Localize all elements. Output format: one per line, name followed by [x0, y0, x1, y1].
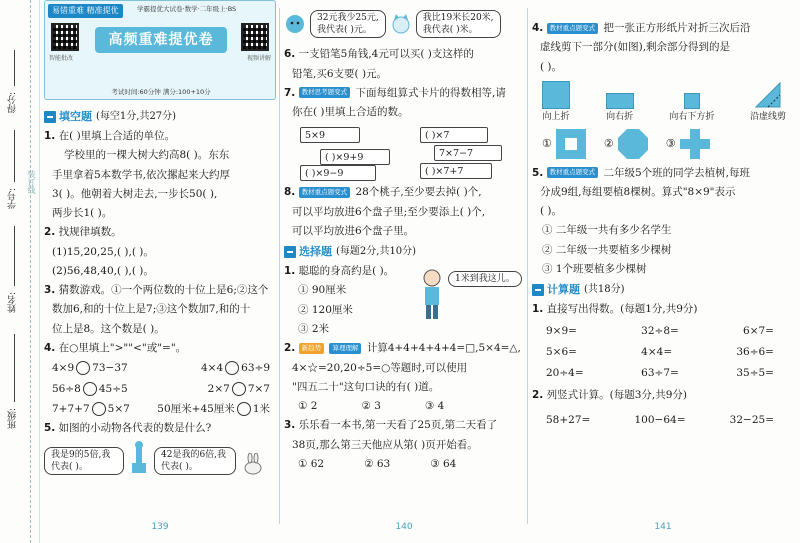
compare-right: 45÷5	[98, 382, 128, 395]
equation-card[interactable]: ( )×9+9	[320, 149, 390, 165]
compare-right: 73−37	[92, 362, 128, 375]
question-line: (2)56,48,40,( ),( )。	[52, 264, 154, 277]
question-7	[284, 85, 524, 182]
qr-left-label: 智能批改	[49, 55, 74, 62]
question-number: 3.	[44, 284, 56, 297]
question-line: ( )。	[540, 60, 563, 73]
question-number: 5.	[44, 422, 56, 435]
calc-item[interactable]: 58+27=	[546, 413, 591, 426]
compare-left: 56÷8	[52, 382, 81, 395]
compare-row	[44, 401, 276, 417]
section-title: 计算题	[547, 283, 580, 297]
section-marker-icon	[44, 111, 56, 123]
compare-circle[interactable]	[76, 361, 90, 375]
question-line: 分成9组,每组要植8棵树。算式"8×9"表示	[540, 185, 736, 198]
column-divider	[279, 8, 280, 524]
calc-item[interactable]: 36÷6=	[736, 345, 774, 358]
compare-right: 1米	[252, 402, 270, 415]
question-line: 学校里的一棵大树大约高8( )。东东	[64, 149, 230, 162]
question-text: 28个桃子,至少要去掉( )个,	[355, 186, 482, 199]
question-text: 在( )里填上合适的单位。	[58, 130, 176, 143]
question-number: 4.	[44, 341, 56, 354]
compare-row	[44, 360, 276, 376]
choice-option[interactable]: ① 62	[298, 457, 325, 470]
question-line: 铅笔,买6支要( )元。	[292, 67, 388, 80]
score-label: 得分:	[8, 92, 18, 114]
octagon-shape[interactable]	[618, 129, 648, 159]
calc-row	[532, 344, 794, 360]
section-calculation	[532, 281, 794, 298]
compare-circle[interactable]	[83, 382, 97, 396]
question-line: 你在( )里填上合适的数。	[292, 106, 409, 119]
speech-bubble	[310, 10, 386, 38]
question-text: 聪聪的身高约是( )。	[298, 265, 395, 278]
speech-bubble: 1米到我这儿。	[448, 271, 522, 287]
choice-option[interactable]: ② 63	[364, 457, 391, 470]
question-line: 38页,那么第三天他应从第( )页开始看。	[292, 438, 478, 451]
question-number: 1.	[532, 303, 544, 316]
compare-left: 7+7+7	[52, 402, 90, 415]
choice-options	[284, 398, 524, 414]
option-number[interactable]: ①	[542, 137, 552, 151]
exam-header	[44, 0, 276, 100]
calc-item[interactable]: 32−25=	[729, 413, 774, 426]
choice-question-1	[284, 263, 524, 337]
question-number: 1.	[284, 265, 296, 278]
class-label: 班级:	[8, 408, 18, 430]
question-line: 4×☆=20,20÷5=○等题时,可以使用	[292, 361, 468, 374]
compare-left: 2×7	[207, 382, 230, 395]
question-2	[44, 224, 276, 279]
column-3	[532, 0, 794, 543]
question-8	[284, 184, 524, 239]
fold-step-label: 沿虚线剪	[749, 111, 786, 122]
section-choice	[284, 243, 524, 260]
question-line: 虚线剪下一部分(如图),剩余部分得到的是	[540, 41, 731, 54]
fold-small-square-icon	[684, 93, 700, 109]
cross-shape[interactable]	[680, 129, 710, 159]
fold-step-label: 向右折	[606, 111, 634, 122]
exam-title: 高频重难提优卷	[95, 27, 227, 53]
question-line: 可以平均放进6个盘子里;至少要添上( )个,	[292, 205, 486, 218]
name-label: 姓名:	[8, 292, 18, 314]
speech-bubble: 我是9的5倍,我代表( )。	[44, 447, 124, 475]
section-marker-icon	[284, 246, 296, 258]
choice-option[interactable]: ① 二年级一共有多少名学生	[542, 224, 672, 237]
compare-circle[interactable]	[225, 361, 239, 375]
column-2	[284, 0, 524, 543]
equation-card[interactable]: ( )×9−9	[300, 165, 376, 181]
header-subtitle: 学霸提优大试卷·数学·二年级上·BS	[137, 5, 237, 13]
equation-card[interactable]: ( )×7+7	[420, 163, 492, 179]
speech-bubble: 42是我的6倍,我代表( )。	[154, 447, 236, 475]
calc-item[interactable]: 9×9=	[546, 324, 577, 337]
question-number: 6.	[284, 48, 296, 61]
question-number: 3.	[284, 419, 296, 432]
question-text: 下面每组算式卡片的得数相等,请	[355, 86, 506, 99]
section-points: (每题2分,共10分)	[336, 245, 417, 257]
exam-info: 考试时间:60分钟 满分:100+10分	[111, 88, 211, 96]
question-text: 直接写出得数。(每题1分,共9分)	[546, 303, 698, 316]
fold-step-label: 向上折	[542, 111, 570, 122]
compare-right: 7×7	[247, 382, 270, 395]
question-number: 1.	[44, 130, 56, 143]
calc-question-1	[532, 301, 794, 381]
question-number: 7.	[284, 86, 296, 99]
cut-dash-line	[30, 0, 31, 543]
question-line: 3( )。他朝着大树走去,一步长50( ),	[52, 187, 218, 200]
section-title: 选择题	[299, 245, 332, 259]
question-number: 4.	[532, 22, 544, 34]
question-text: 把一张正方形纸片对折三次后沿	[603, 22, 751, 34]
choice-option[interactable]: ② 120厘米	[298, 303, 353, 316]
section-points: (共18分)	[584, 283, 625, 295]
header-tag: 易错重难 精准提优	[48, 4, 123, 18]
name-line	[14, 226, 15, 286]
page-number: 140	[395, 522, 413, 533]
question-number: 8.	[284, 186, 296, 199]
column-divider	[527, 8, 528, 524]
choice-question-3	[284, 417, 524, 472]
compare-circle[interactable]	[232, 382, 246, 396]
question-number: 2.	[532, 389, 544, 402]
giraffe-icon	[130, 441, 148, 475]
qr-code-right[interactable]	[241, 23, 269, 51]
question-text: 二年级5个班的同学去植树,每班	[603, 166, 751, 179]
choice-option[interactable]: ① 2	[298, 400, 318, 413]
compare-circle[interactable]	[92, 402, 106, 416]
boy-icon	[420, 269, 444, 321]
section-marker-icon	[532, 284, 544, 296]
equation-card: 5×9	[300, 127, 360, 143]
calc-item[interactable]: 4×4=	[641, 345, 673, 358]
question-5	[44, 420, 276, 475]
question-badge: 教材思考题变式	[299, 87, 351, 98]
question-badge: 教材重点题变式	[547, 23, 599, 34]
fold-step	[606, 81, 634, 123]
calc-item[interactable]: 100−64=	[634, 413, 686, 426]
animal-row	[44, 441, 276, 475]
question-1	[44, 128, 276, 221]
option-number[interactable]: ③	[665, 137, 676, 151]
option-number[interactable]: ②	[603, 137, 614, 151]
section-fill-blank	[44, 108, 276, 125]
fold-step	[750, 81, 786, 123]
compare-circle[interactable]	[237, 402, 251, 416]
calc-item[interactable]: 5×6=	[546, 345, 577, 358]
compare-row	[44, 381, 276, 397]
question-text: 计算4+4+4+4+4=□,5×4=△,	[366, 342, 521, 355]
question-text: 如图的小动物各代表的数是什么?	[58, 422, 212, 435]
calc-item[interactable]: 20÷4=	[546, 367, 584, 380]
question-number: 2.	[284, 342, 296, 355]
fold-square-icon	[542, 81, 570, 109]
calc-item[interactable]: 32÷8=	[641, 324, 679, 337]
question-text: 一支铅笔5角钱,4元可以买( )支这样的	[298, 48, 474, 61]
fold-step	[669, 81, 714, 123]
binding-strip	[0, 0, 40, 543]
calc-question-2	[532, 387, 794, 428]
question-line: 数加6,和的十位上是7;③这个数加7,和的十	[52, 303, 251, 316]
qr-code-left[interactable]	[51, 23, 79, 51]
question-text: 在○里填上">""<"或"="。	[58, 341, 187, 354]
compare-left: 50厘米+45厘米	[157, 402, 235, 415]
equation-card[interactable]: ( )×7	[420, 127, 488, 143]
shape-options	[532, 129, 794, 159]
fold-steps	[532, 81, 794, 123]
fold-triangle-icon	[754, 81, 782, 109]
choice-option[interactable]: ③ 2米	[298, 322, 330, 335]
fold-rect-icon	[606, 93, 634, 109]
bubble-line: 32元我少25元,	[317, 13, 379, 23]
question-number: 5.	[532, 166, 544, 179]
compare-left: 4×9	[52, 362, 75, 375]
class-line	[14, 334, 15, 402]
question-badge: 教材重点题变式	[299, 187, 351, 198]
score-line	[14, 50, 15, 86]
question-line: (1)15,20,25,( ),( )。	[52, 245, 154, 258]
section-points: (每空1分,共27分)	[96, 110, 177, 122]
question-text: 找规律填数。	[58, 226, 122, 239]
square-hole-shape[interactable]	[556, 129, 586, 159]
choice-question-5	[532, 165, 794, 278]
calc-item[interactable]: 6×7=	[743, 324, 774, 337]
question-line: "四五二十"这句口诀的有( )道。	[292, 380, 440, 393]
question-6	[284, 46, 524, 82]
compare-left: 4×4	[200, 362, 224, 375]
calc-row	[532, 323, 794, 339]
student-id-label: 学号:	[8, 188, 18, 210]
bubble-line: 我比19米长20米,	[422, 13, 494, 23]
question-badge: 教材重点题变式	[547, 167, 599, 178]
choice-option[interactable]: ② 3	[361, 400, 381, 413]
animal-bubbles	[284, 10, 524, 38]
column-1	[44, 0, 276, 543]
question-line: ( )。	[540, 205, 563, 218]
question-line: 手里拿着5本数学书,依次摞起来大约厚	[52, 168, 231, 181]
question-4	[44, 340, 276, 417]
choice-option[interactable]: ① 90厘米	[298, 284, 347, 297]
choice-options	[284, 456, 524, 472]
compare-right: 5×7	[107, 402, 130, 415]
student-id-line	[14, 130, 15, 182]
choice-option[interactable]: ② 二年级一共要植多少棵树	[542, 243, 672, 256]
bubble-line: 我代表( )元。	[317, 25, 372, 36]
question-text: 猜数游戏。①一个两位数的十位上是6;②这个	[58, 284, 269, 297]
page-number: 139	[151, 522, 169, 533]
equation-cards	[284, 123, 524, 181]
equation-card: 7×7−7	[434, 145, 502, 161]
cat-icon	[390, 12, 412, 36]
question-line: 位上是8。这个数是( )。	[52, 322, 165, 335]
question-badge: 新趋势	[299, 343, 325, 354]
rabbit-icon	[242, 453, 264, 475]
compare-right: 63÷9	[241, 362, 270, 375]
calc-item[interactable]: 63÷7=	[641, 367, 679, 380]
choice-option[interactable]: ③ 1个班要植多少棵树	[542, 262, 647, 275]
question-text: 乐乐看一本书,第一天看了25页,第二天看了	[298, 419, 498, 432]
fold-step	[542, 81, 570, 123]
question-badge: 算理理解	[329, 343, 361, 354]
question-3	[44, 282, 276, 337]
question-line: 两步长1( )。	[52, 207, 113, 220]
dog-icon	[284, 12, 306, 36]
choice-option[interactable]: ③ 64	[430, 457, 457, 470]
speech-bubble	[416, 10, 501, 38]
fold-step-label: 向右下方折	[669, 111, 715, 122]
choice-question-2	[284, 340, 524, 414]
question-line: 可以平均放进6个盘子里。	[292, 224, 415, 237]
calc-row	[532, 365, 794, 381]
choice-option[interactable]: ③ 4	[424, 400, 445, 413]
choice-question-4	[532, 20, 794, 159]
section-title: 填空题	[59, 110, 92, 123]
qr-right-label: 视频讲解	[246, 55, 271, 62]
calc-item[interactable]: 35÷5=	[736, 367, 774, 380]
cut-line-label: 装订线	[27, 170, 36, 194]
question-number: 2.	[44, 226, 56, 239]
calc-row	[532, 412, 794, 428]
bubble-line: 我代表( )米。	[422, 25, 478, 36]
page-number: 141	[654, 522, 672, 533]
question-text: 列竖式计算。(每题3分,共9分)	[546, 389, 688, 402]
